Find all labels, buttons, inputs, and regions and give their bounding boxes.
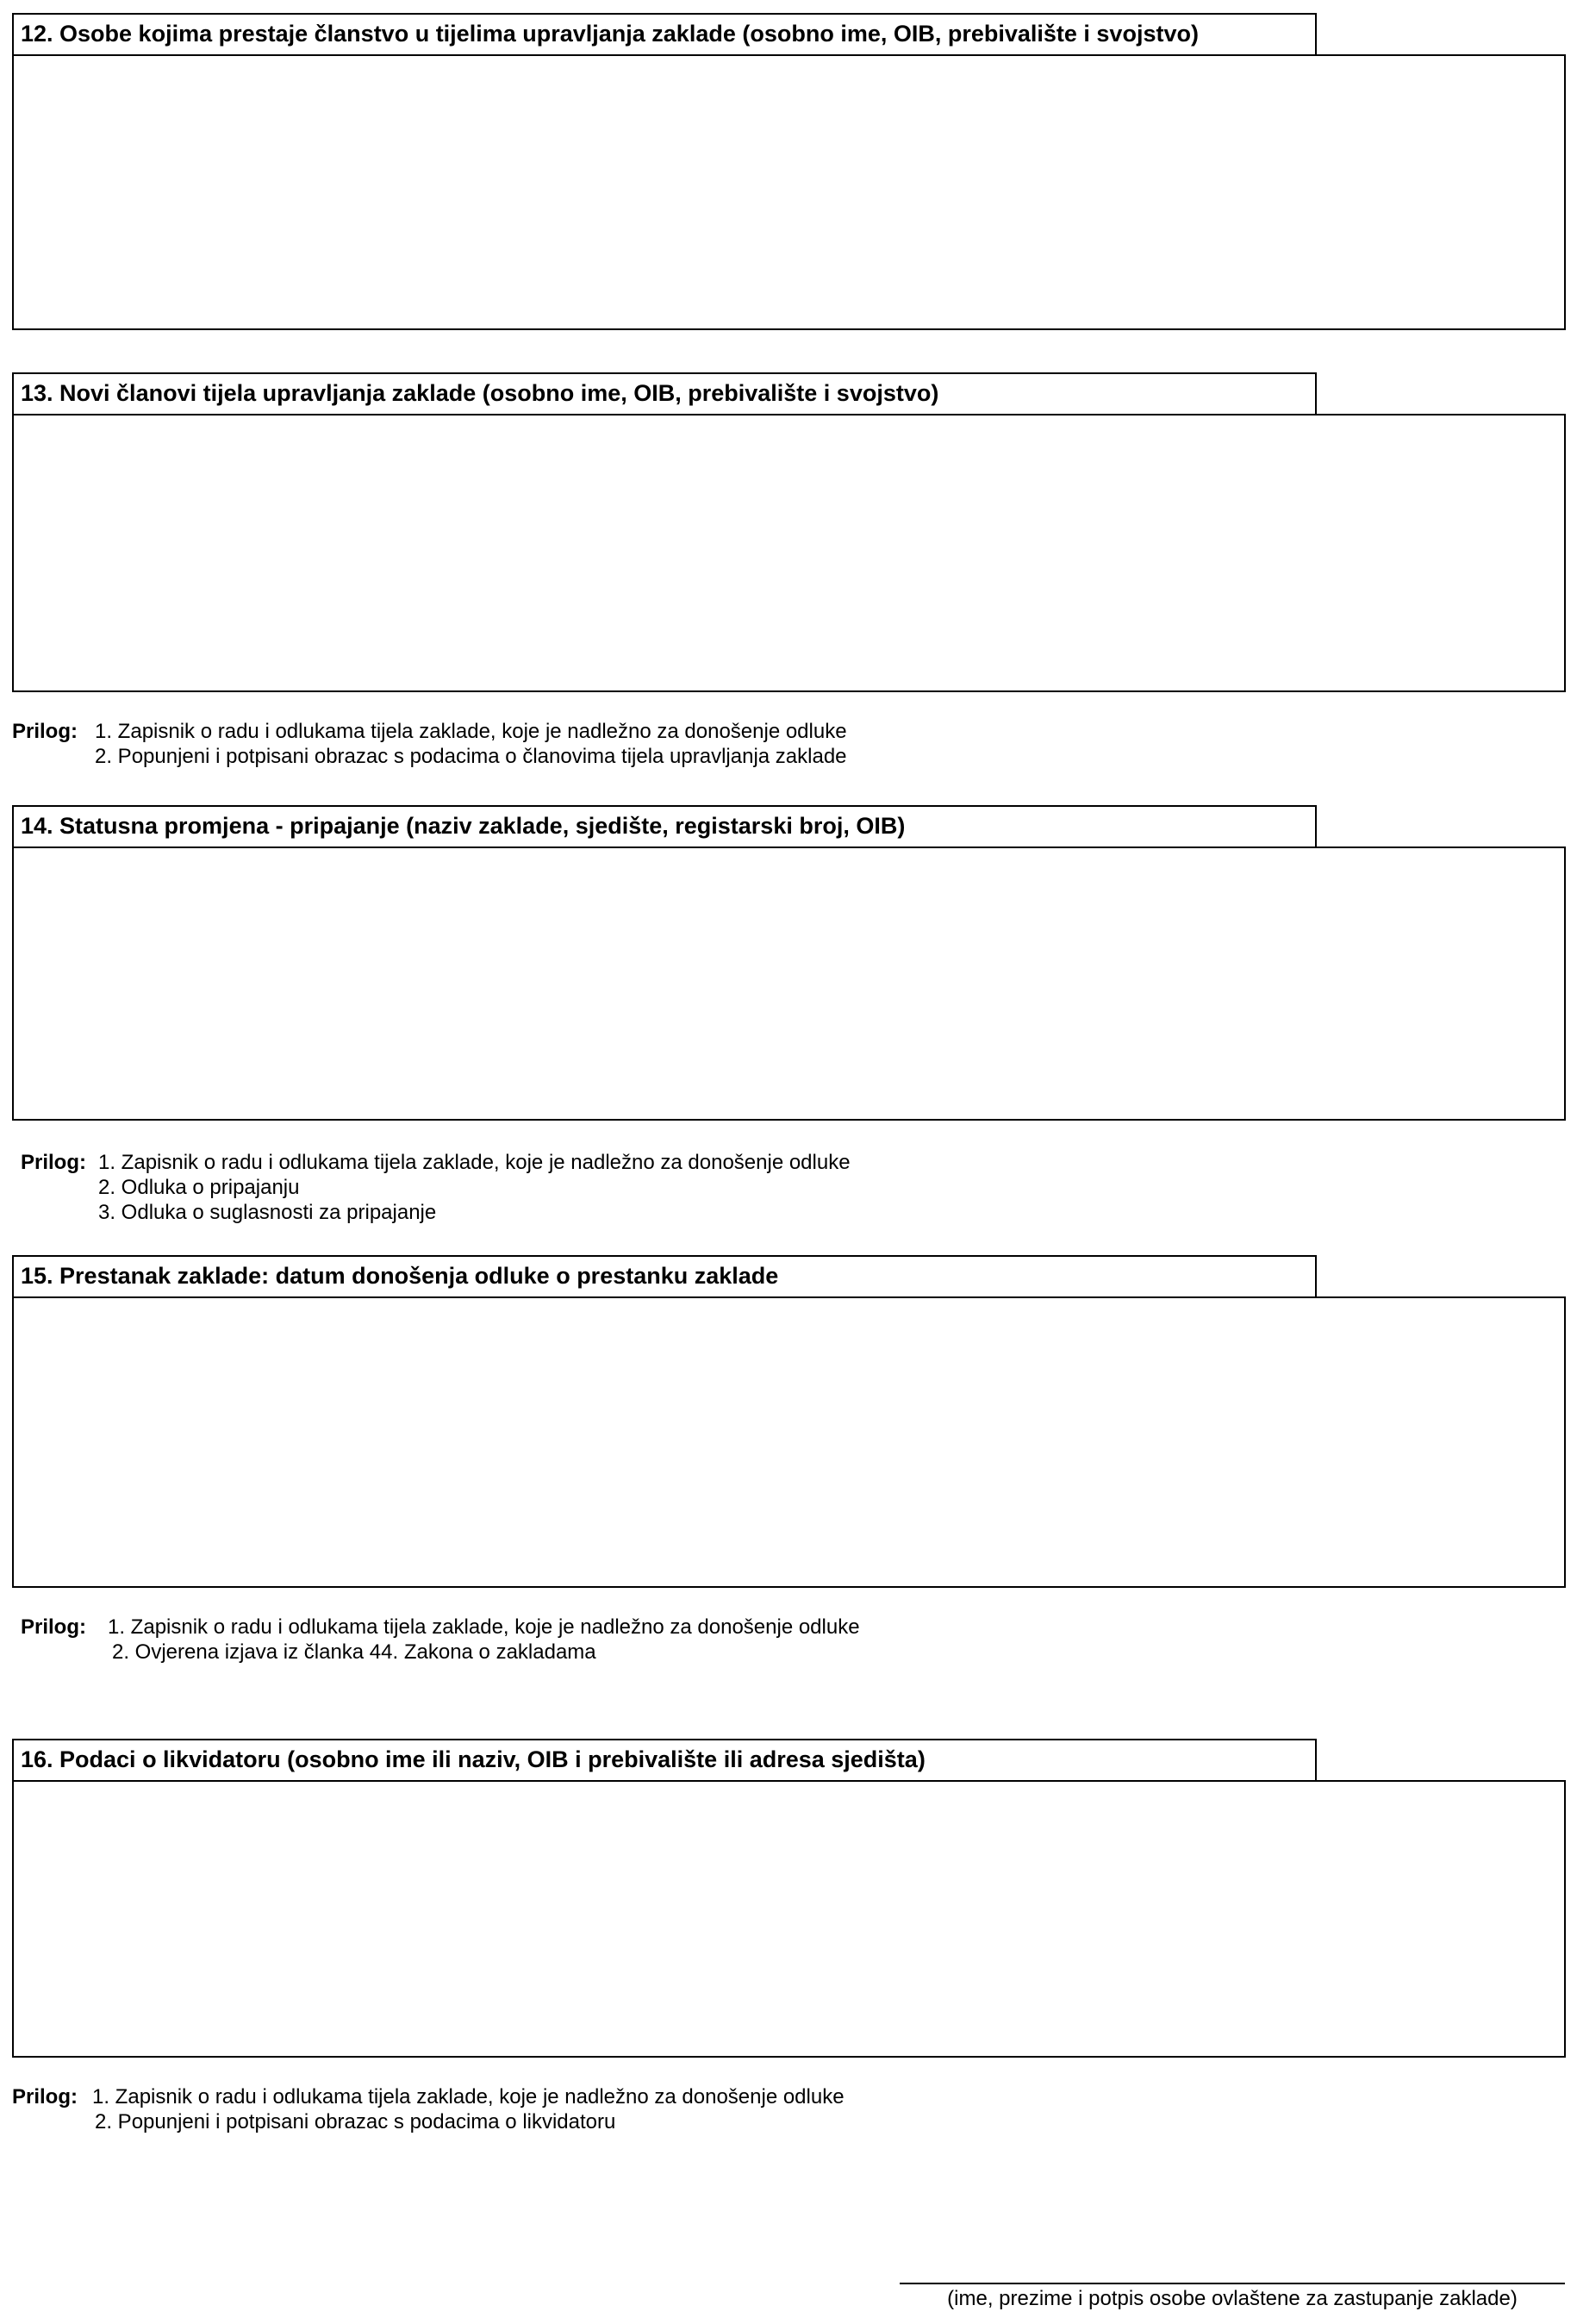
section-15-field[interactable] xyxy=(12,1296,1566,1588)
section-13-field[interactable] xyxy=(12,414,1566,692)
attachment-item: 1. Zapisnik o radu i odlukama tijela zaklade, koje je nadležno za donošenje odluke xyxy=(95,720,847,743)
attachment-item: 1. Zapisnik o radu i odlukama tijela zaklade, koje je nadležno za donošenje odluke xyxy=(108,1615,860,1639)
attachment-item: 2. Popunjeni i potpisani obrazac s podacima o članovima tijela upravljanja zaklade xyxy=(95,745,847,768)
section-14-title: 14. Statusna promjena - pripajanje (naziv zaklade, sjedište, registarski broj, OIB) xyxy=(12,805,1317,847)
attachments-14 xyxy=(21,1150,851,1224)
attachment-item: 1. Zapisnik o radu i odlukama tijela zaklade, koje je nadležno za donošenje odluke xyxy=(98,1151,851,1174)
attachment-item: 3. Odluka o suglasnosti za pripajanje xyxy=(98,1201,437,1224)
attachment-item: 1. Zapisnik o radu i odlukama tijela zaklade, koje je nadležno za donošenje odluke xyxy=(92,2085,845,2108)
attachment-item: 2. Odluka o pripajanju xyxy=(98,1176,300,1199)
section-16-field[interactable] xyxy=(12,1780,1566,2058)
prilog-label: Prilog: xyxy=(21,1615,86,1639)
attachments-13 xyxy=(12,719,847,768)
section-14-field[interactable] xyxy=(12,847,1566,1121)
attachment-item: 2. Ovjerena izjava iz članka 44. Zakona o zakladama xyxy=(112,1640,596,1664)
prilog-label: Prilog: xyxy=(12,2085,78,2108)
section-13-title: 13. Novi članovi tijela upravljanja zaklade (osobno ime, OIB, prebivalište i svojstvo) xyxy=(12,372,1317,414)
attachments-15 xyxy=(21,1615,860,1664)
signature-line xyxy=(900,2283,1565,2284)
prilog-label: Prilog: xyxy=(12,720,78,743)
section-15-title: 15. Prestanak zaklade: datum donošenja odluke o prestanku zaklade xyxy=(12,1255,1317,1296)
section-16-title: 16. Podaci o likvidatoru (osobno ime ili naziv, OIB i prebivalište ili adresa sjedišta) xyxy=(12,1739,1317,1780)
section-12-title: 12. Osobe kojima prestaje članstvo u tijelima upravljanja zaklade (osobno ime, OIB, prebivalište i svojstvo) xyxy=(12,13,1317,54)
attachments-16 xyxy=(12,2084,845,2133)
attachment-item: 2. Popunjeni i potpisani obrazac s podacima o likvidatoru xyxy=(95,2110,616,2133)
section-12-field[interactable] xyxy=(12,54,1566,330)
signature-caption: (ime, prezime i potpis osobe ovlaštene za zastupanje zaklade) xyxy=(947,2287,1518,2310)
prilog-label: Prilog: xyxy=(21,1151,86,1174)
